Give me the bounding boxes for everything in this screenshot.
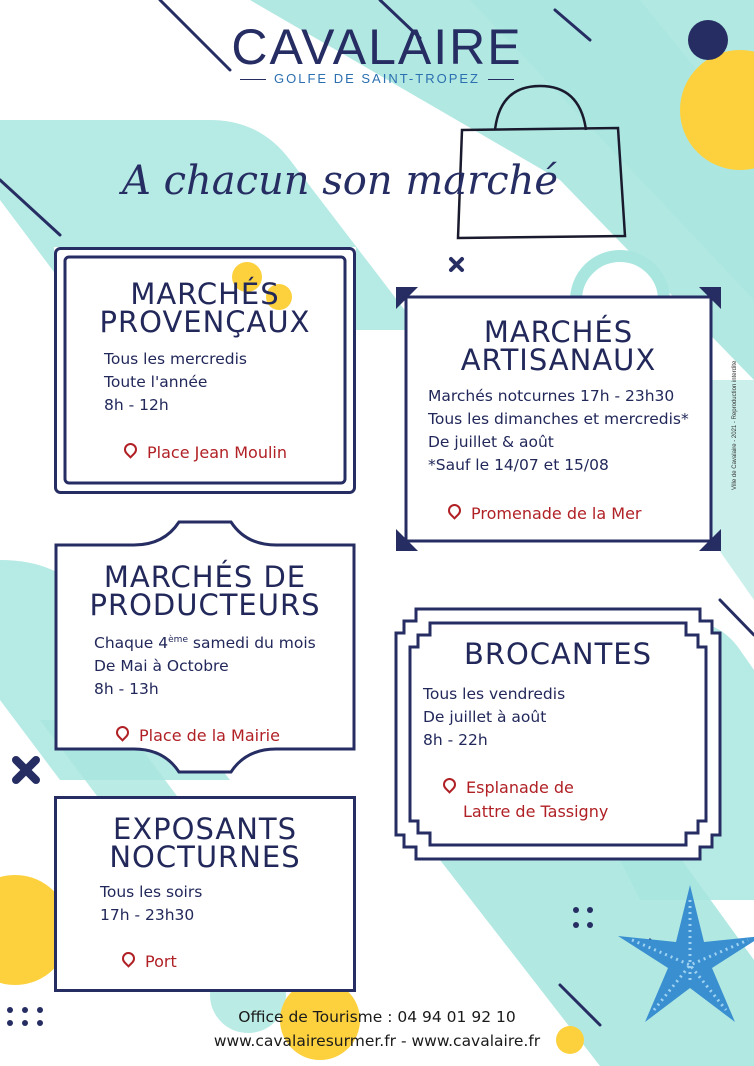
divider — [240, 79, 266, 80]
footer-phone: Office de Tourisme : 04 94 01 92 10 — [238, 1008, 516, 1026]
card-location: Port — [122, 951, 177, 973]
card-exposants-nocturnes — [54, 796, 356, 992]
location-pin-icon — [119, 949, 137, 967]
card-location: Promenade de la Mer — [448, 503, 642, 525]
location-pin-icon — [113, 723, 131, 741]
slogan: A chacun son marché — [122, 158, 559, 204]
card-title: MARCHÉS PROVENÇAUX — [99, 277, 311, 339]
card-title: MARCHÉS DE PRODUCTEURS — [89, 560, 321, 622]
card-marches-provencaux — [54, 247, 356, 494]
app-title: CAVALAIRE — [231, 19, 523, 75]
card-location: Place de la Mairie — [116, 725, 280, 747]
subtitle — [0, 71, 754, 86]
card-brocantes — [394, 607, 722, 861]
card-details: Tous les vendredis De juillet à août 8h - 22h — [423, 685, 566, 749]
credit-text: Ville de Cavalaire - 2021 - Reproduction interdite — [732, 360, 738, 490]
cross-icon — [16, 760, 36, 780]
card-location-line2: Lattre de Tassigny — [463, 802, 609, 821]
location-pin-icon — [440, 775, 458, 793]
card-location: Place Jean Moulin — [124, 442, 287, 464]
card-location: Esplanade de — [443, 777, 574, 799]
card-title: MARCHÉS ARTISANAUX — [460, 315, 657, 377]
card-details: Tous les soirs 17h - 23h30 — [100, 883, 203, 924]
card-title: BROCANTES — [463, 637, 653, 671]
divider — [488, 79, 514, 80]
card-title: EXPOSANTS NOCTURNES — [109, 812, 301, 874]
location-pin-icon — [121, 440, 139, 458]
card-marches-producteurs — [54, 519, 356, 775]
footer-websites[interactable]: www.cavalairesurmer.fr - www.cavalaire.fr — [213, 1032, 541, 1050]
card-details: Tous les mercredis Toute l'année 8h - 12h — [104, 350, 247, 414]
card-marches-artisanaux — [396, 287, 721, 551]
location-pin-icon — [445, 501, 463, 519]
cross-icon — [451, 259, 462, 270]
card-details: Chaque 4ème samedi du mois De Mai à Octobre 8h - 13h — [94, 634, 316, 699]
subtitle-text: GOLFE DE SAINT-TROPEZ — [274, 71, 480, 86]
card-details: Marchés notcurnes 17h - 23h30 Tous les dimanches et mercredis* De juillet & août *Sauf le 14/07 et 15/08 — [428, 387, 689, 474]
